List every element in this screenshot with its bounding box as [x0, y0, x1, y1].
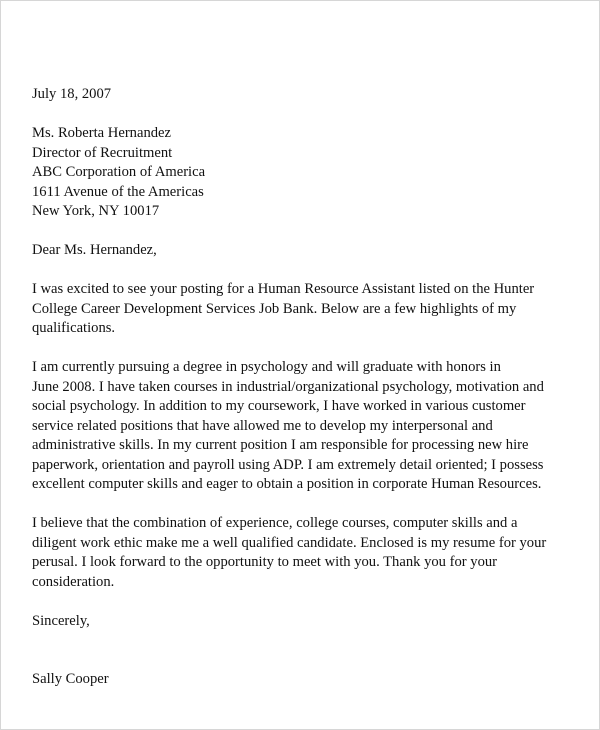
paragraph-line: I was excited to see your posting for a Human Resource Assistant listed on the Hunter [32, 281, 535, 297]
recipient-city: New York, NY 10017 [32, 203, 160, 219]
paragraph-conclusion [32, 514, 577, 592]
recipient-name: Ms. Roberta Hernandez [32, 125, 171, 141]
paragraph-line: service related positions that have allowed me to develop my interpersonal and [32, 417, 493, 434]
paragraph-line: social psychology. In addition to my coursework, I have worked in various customer [32, 398, 526, 414]
paragraph-line: June 2008. I have taken courses in industrial/organizational psychology, motivation and [32, 378, 544, 395]
cover-letter [32, 85, 577, 690]
paragraph-qualifications [32, 358, 577, 495]
paragraph-line: administrative skills. In my current position I am responsible for processing new hire [32, 437, 529, 453]
paragraph-line: College Career Development Services Job Bank. Below are a few highlights of my [32, 300, 517, 317]
recipient-company: ABC Corporation of America [32, 164, 206, 180]
salutation: Dear Ms. Hernandez, [32, 242, 157, 258]
paragraph-intro [32, 280, 577, 339]
paragraph-line: consideration. [32, 573, 115, 590]
paragraph-line: diligent work ethic make me a well qualified candidate. Enclosed is my resume for your [32, 534, 547, 551]
paragraph-line: I believe that the combination of experience, college courses, computer skills and a [32, 515, 518, 531]
paragraph-line: I am currently pursuing a degree in psychology and will graduate with honors in [32, 359, 501, 375]
recipient-title: Director of Recruitment [32, 144, 173, 161]
paragraph-line: paperwork, orientation and payroll using ADP. I am extremely detail oriented; I possess [32, 456, 544, 473]
paragraph-line: qualifications. [32, 320, 116, 336]
paragraph-line: excellent computer skills and eager to obtain a position in corporate Human Resources. [32, 476, 542, 492]
closing: Sincerely, [32, 612, 90, 629]
recipient-address [32, 124, 577, 222]
letter-date: July 18, 2007 [32, 86, 112, 102]
recipient-street: 1611 Avenue of the Americas [32, 183, 204, 200]
signature-name: Sally Cooper [32, 671, 109, 687]
paragraph-line: perusal. I look forward to the opportunity to meet with you. Thank you for your [32, 554, 498, 570]
